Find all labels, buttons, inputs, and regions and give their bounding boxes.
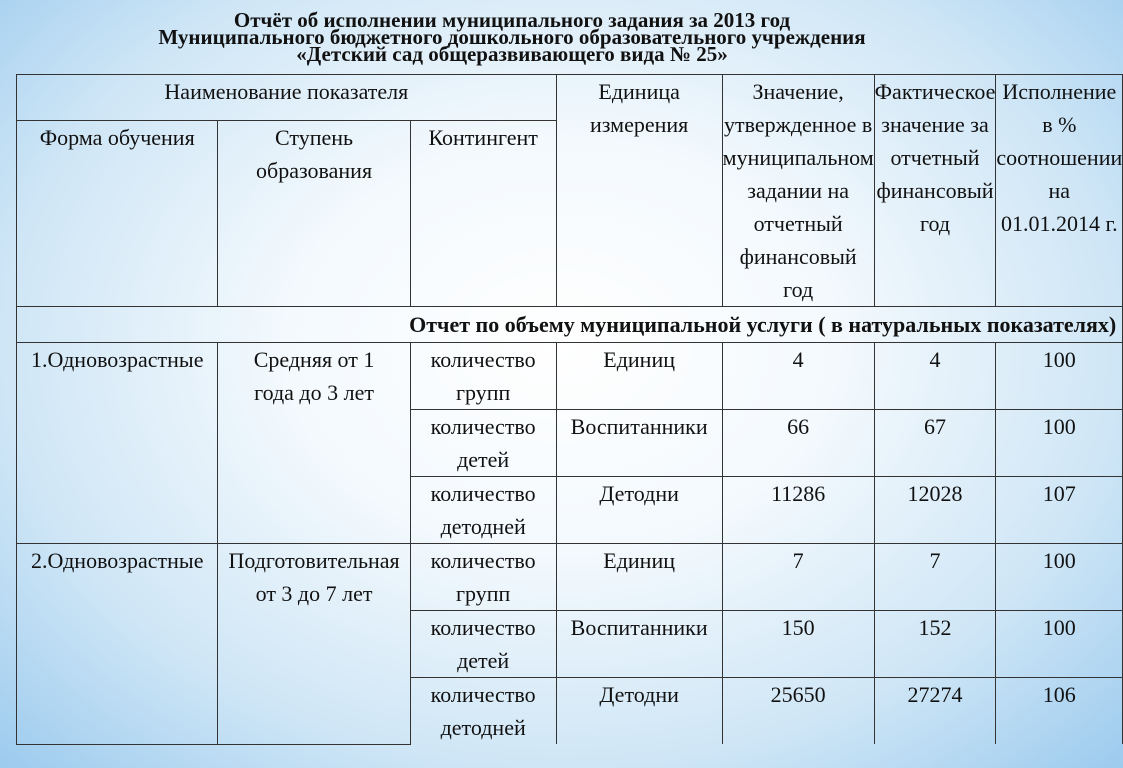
report-title: Отчёт об исполнении муниципального задания за 2013 год (233, 8, 791, 32)
group2-row3-approved: 25650 (722, 678, 874, 745)
group1-row2-actual: 67 (874, 410, 996, 477)
group2-row1-execution: 100 (996, 544, 1123, 611)
header-stage: Ступень образования (218, 121, 410, 307)
group2-row1-actual: 7 (874, 544, 996, 611)
group1-row3-unit: Детодни (556, 477, 722, 544)
group1-row1-execution: 100 (996, 343, 1123, 410)
group1-row1-approved: 4 (722, 343, 874, 410)
group1-row3-actual: 12028 (874, 477, 996, 544)
group1-row2-execution: 100 (996, 410, 1123, 477)
group1-row1-unit: Единиц (556, 343, 722, 410)
group1-row2-approved: 66 (722, 410, 874, 477)
header-contingent: Контингент (410, 121, 556, 307)
group2-row2-contingent: количество детей (410, 611, 556, 678)
group2-row2-approved: 150 (722, 611, 874, 678)
report-table (16, 74, 1123, 745)
group1-stage: Средняя от 1 года до 3 лет (218, 343, 410, 544)
group2-form: 2.Одновозрастные (17, 544, 218, 745)
header-indicator-name: Наименование показателя (17, 75, 557, 121)
header-form: Форма обучения (17, 121, 218, 307)
group1-row2-unit: Воспитанники (556, 410, 722, 477)
group2-stage: Подготовительная от 3 до 7 лет (218, 544, 410, 745)
header-unit: Единица измерения (556, 75, 722, 307)
group2-row3-execution: 106 (996, 678, 1123, 745)
group1-row3-execution: 107 (996, 477, 1123, 544)
group1-row3-approved: 11286 (722, 477, 874, 544)
group2-row3-actual: 27274 (874, 678, 996, 745)
group2-row3-unit: Детодни (556, 678, 722, 745)
group1-row1-actual: 4 (874, 343, 996, 410)
header-execution: Исполнение в % соотношении на 01.01.2014 г. (996, 75, 1123, 307)
kindergarten-name: «Детский сад общеразвивающего вида № 25» (296, 42, 728, 66)
group2-row1-approved: 7 (722, 544, 874, 611)
group2-row1-unit: Единиц (556, 544, 722, 611)
section-title: Отчет по объему муниципальной услуги ( в натуральных показателях) (17, 307, 1123, 343)
group2-row2-actual: 152 (874, 611, 996, 678)
group2-row3-contingent: количество детодней (410, 678, 556, 745)
group1-row2-contingent: количество детей (410, 410, 556, 477)
group1-row1-contingent: количество групп (410, 343, 556, 410)
group2-row1-contingent: количество групп (410, 544, 556, 611)
header-approved: Значение, утвержденное в муниципальном задании на отчетный финансовый год (722, 75, 874, 307)
group1-row3-contingent: количество детодней (410, 477, 556, 544)
group2-row2-execution: 100 (996, 611, 1123, 678)
group2-row2-unit: Воспитанники (556, 611, 722, 678)
institution-name: Муниципального бюджетного дошкольного образовательного учреждения (158, 25, 866, 49)
group1-form: 1.Одновозрастные (17, 343, 218, 544)
header-actual: Фактическое значение за отчетный финансовый год (874, 75, 996, 307)
report-header (0, 8, 1024, 66)
